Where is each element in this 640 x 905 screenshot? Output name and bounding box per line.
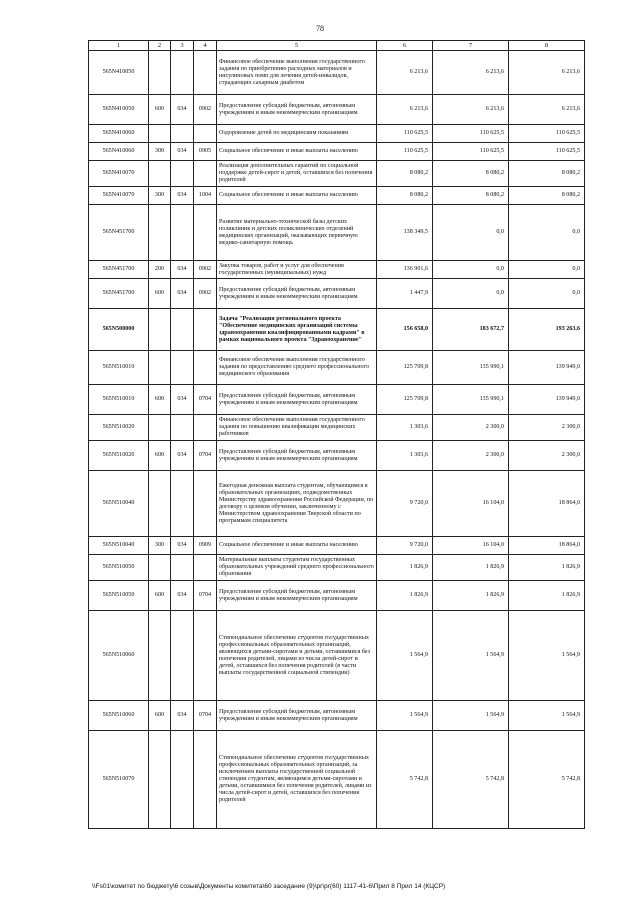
row-type-cell	[194, 555, 217, 581]
row-name-cell: Социальное обеспечение и иные выплаты населению	[217, 143, 377, 161]
row-amount-year2-cell: 2 300,0	[433, 441, 509, 471]
table-row	[89, 385, 585, 415]
table-row	[89, 309, 585, 351]
table-row	[89, 701, 585, 731]
table-row	[89, 351, 585, 385]
row-section-cell: 034	[171, 261, 194, 279]
column-header: 4	[194, 41, 217, 51]
row-section-cell: 034	[171, 581, 194, 611]
row-amount-year3-cell: 110 625,5	[509, 125, 585, 143]
row-code-cell: 565N510040	[89, 471, 149, 537]
row-amount-year1-cell: 110 625,5	[377, 143, 433, 161]
row-ved-cell	[149, 51, 171, 95]
table-row	[89, 471, 585, 537]
row-section-cell	[171, 731, 194, 829]
budget-table	[88, 40, 585, 829]
row-section-cell	[171, 471, 194, 537]
row-name-cell: Предоставление субсидий бюджетным, автономным учреждениям и иным некоммерческим организациям	[217, 701, 377, 731]
row-ved-cell: 300	[149, 187, 171, 205]
row-amount-year3-cell: 1 826,9	[509, 555, 585, 581]
row-type-cell	[194, 205, 217, 261]
column-header: 1	[89, 41, 149, 51]
table-row	[89, 51, 585, 95]
table-row	[89, 611, 585, 701]
row-name-cell: Финансовое обеспечение выполнения государственного задания по повышению квалификации медицинских работников	[217, 415, 377, 441]
row-name-cell: Предоставление субсидий бюджетным, автономным учреждениям и иным некоммерческим организациям	[217, 95, 377, 125]
row-section-cell: 034	[171, 441, 194, 471]
row-amount-year3-cell: 0,0	[509, 279, 585, 309]
row-type-cell	[194, 161, 217, 187]
row-amount-year1-cell: 6 213,6	[377, 95, 433, 125]
row-amount-year3-cell: 139 949,0	[509, 351, 585, 385]
row-amount-year1-cell: 1 447,9	[377, 279, 433, 309]
row-name-cell: Развитие материально-технической базы детских поликлиник и детских поликлинических отделений медицинских организаций, оказывающих первичную медико-санитарную помощь	[217, 205, 377, 261]
row-code-cell: 565N510050	[89, 555, 149, 581]
row-amount-year3-cell: 1 564,9	[509, 701, 585, 731]
row-ved-cell: 300	[149, 143, 171, 161]
row-amount-year2-cell: 6 213,6	[433, 51, 509, 95]
column-header: 7	[433, 41, 509, 51]
row-amount-year3-cell: 110 625,5	[509, 143, 585, 161]
row-amount-year2-cell: 1 564,9	[433, 611, 509, 701]
row-amount-year3-cell: 1 564,9	[509, 611, 585, 701]
row-amount-year1-cell: 9 720,0	[377, 471, 433, 537]
row-type-cell	[194, 731, 217, 829]
row-type-cell: 0902	[194, 279, 217, 309]
row-name-cell: Социальное обеспечение и иные выплаты населению	[217, 187, 377, 205]
row-type-cell: 0902	[194, 95, 217, 125]
row-name-cell: Финансовое обеспечение выполнения государственного задания по приобретению расходных материалов и инсулиновых помп для лечения детей-инвалидов, страдающих сахарным диабетом	[217, 51, 377, 95]
row-name-cell: Закупка товаров, работ и услуг для обеспечения государственных (муниципальных) нужд	[217, 261, 377, 279]
row-amount-year2-cell: 135 990,1	[433, 385, 509, 415]
row-amount-year3-cell: 193 263,6	[509, 309, 585, 351]
column-header: 6	[377, 41, 433, 51]
row-type-cell: 0704	[194, 385, 217, 415]
row-amount-year1-cell: 1 826,9	[377, 555, 433, 581]
row-code-cell: 565N410050	[89, 51, 149, 95]
row-amount-year1-cell: 138 349,5	[377, 205, 433, 261]
column-header: 3	[171, 41, 194, 51]
row-ved-cell	[149, 309, 171, 351]
row-type-cell: 0905	[194, 143, 217, 161]
row-section-cell: 034	[171, 187, 194, 205]
table-row	[89, 581, 585, 611]
row-amount-year2-cell: 0,0	[433, 279, 509, 309]
row-code-cell: 565N451700	[89, 261, 149, 279]
table-row	[89, 143, 585, 161]
row-amount-year3-cell: 6 213,6	[509, 51, 585, 95]
row-section-cell: 034	[171, 537, 194, 555]
row-amount-year1-cell: 136 901,6	[377, 261, 433, 279]
row-name-cell: Социальное обеспечение и иные выплаты населению	[217, 537, 377, 555]
row-amount-year2-cell: 5 742,8	[433, 731, 509, 829]
row-section-cell	[171, 611, 194, 701]
row-type-cell	[194, 51, 217, 95]
row-type-cell: 0704	[194, 441, 217, 471]
row-amount-year2-cell: 110 625,5	[433, 143, 509, 161]
row-ved-cell: 200	[149, 261, 171, 279]
row-ved-cell	[149, 161, 171, 187]
row-amount-year3-cell: 18 864,0	[509, 537, 585, 555]
table-row	[89, 161, 585, 187]
row-section-cell: 034	[171, 143, 194, 161]
row-ved-cell: 300	[149, 537, 171, 555]
row-code-cell: 565N410060	[89, 143, 149, 161]
row-amount-year1-cell: 8 080,2	[377, 161, 433, 187]
row-amount-year3-cell: 2 300,0	[509, 415, 585, 441]
row-name-cell: Оздоровление детей по медицинским показаниям	[217, 125, 377, 143]
row-amount-year1-cell: 8 080,2	[377, 187, 433, 205]
row-code-cell: 565N410070	[89, 187, 149, 205]
table-header-row	[89, 41, 585, 51]
row-amount-year1-cell: 6 213,6	[377, 51, 433, 95]
row-amount-year1-cell: 110 625,5	[377, 125, 433, 143]
row-section-cell: 034	[171, 701, 194, 731]
row-amount-year2-cell: 0,0	[433, 261, 509, 279]
row-section-cell: 034	[171, 385, 194, 415]
row-code-cell: 565N410060	[89, 125, 149, 143]
table-row	[89, 205, 585, 261]
row-amount-year2-cell: 1 826,9	[433, 581, 509, 611]
table-row	[89, 441, 585, 471]
row-type-cell	[194, 309, 217, 351]
row-name-cell: Предоставление субсидий бюджетным, автономным учреждениям и иным некоммерческим организациям	[217, 441, 377, 471]
row-code-cell: 565N410070	[89, 161, 149, 187]
row-amount-year3-cell: 18 864,0	[509, 471, 585, 537]
row-name-cell: Ежегодная денежная выплата студентам, обучающимся в образовательных организациях, подведомственных Министерству здравоохранения Российской Федерации, по договору о целевом обучении, заключенному с Министерством здравоохранения Тверской области по программам специалитета	[217, 471, 377, 537]
row-name-cell: Материальные выплаты студентам государственных образовательных учреждений среднего профессионального образования	[217, 555, 377, 581]
row-code-cell: 565N510010	[89, 385, 149, 415]
row-section-cell	[171, 205, 194, 261]
row-amount-year2-cell: 110 625,5	[433, 125, 509, 143]
row-amount-year3-cell: 5 742,8	[509, 731, 585, 829]
table-row	[89, 279, 585, 309]
row-ved-cell	[149, 611, 171, 701]
row-ved-cell	[149, 351, 171, 385]
column-header: 2	[149, 41, 171, 51]
row-amount-year3-cell: 139 949,0	[509, 385, 585, 415]
row-amount-year1-cell: 1 826,9	[377, 581, 433, 611]
row-ved-cell: 600	[149, 701, 171, 731]
row-name-cell: Стипендиальное обеспечение студентов государственных профессиональных образовательных организаций, являющихся детьми-сиротами и детьми, оставшимися без попечения родителей, лицами из числа детей-сирот и детей, оставшихся без попечения родителей (в части выплаты государственной социальной стипендии)	[217, 611, 377, 701]
row-type-cell: 0902	[194, 261, 217, 279]
row-amount-year3-cell: 1 826,9	[509, 581, 585, 611]
row-type-cell	[194, 351, 217, 385]
row-amount-year2-cell: 1 564,9	[433, 701, 509, 731]
column-header: 5	[217, 41, 377, 51]
row-amount-year1-cell: 1 303,6	[377, 415, 433, 441]
row-amount-year2-cell: 16 104,0	[433, 471, 509, 537]
table-row	[89, 537, 585, 555]
row-code-cell: 565N510050	[89, 581, 149, 611]
row-amount-year2-cell: 8 080,2	[433, 187, 509, 205]
row-name-cell: Задача "Реализация регионального проекта "Обеспечение медицинских организаций системы здравоохранения квалифицированными кадрами" в рамках национального проекта "Здравоохранение"	[217, 309, 377, 351]
table-row	[89, 731, 585, 829]
row-code-cell: 565N500000	[89, 309, 149, 351]
row-ved-cell	[149, 125, 171, 143]
row-type-cell: 0704	[194, 581, 217, 611]
row-amount-year2-cell: 135 990,1	[433, 351, 509, 385]
row-code-cell: 565N510060	[89, 611, 149, 701]
row-code-cell: 565N451700	[89, 279, 149, 309]
row-amount-year2-cell: 2 300,0	[433, 415, 509, 441]
row-amount-year1-cell: 5 742,8	[377, 731, 433, 829]
row-amount-year3-cell: 6 213,6	[509, 95, 585, 125]
row-ved-cell: 600	[149, 581, 171, 611]
table-row	[89, 95, 585, 125]
row-code-cell: 565N510010	[89, 351, 149, 385]
row-section-cell	[171, 125, 194, 143]
row-name-cell: Финансовое обеспечение выполнения государственного задания по предоставлению среднего профессионального медицинского образования	[217, 351, 377, 385]
row-section-cell: 034	[171, 279, 194, 309]
row-section-cell	[171, 161, 194, 187]
row-code-cell: 565N451700	[89, 205, 149, 261]
row-code-cell: 565N410050	[89, 95, 149, 125]
row-ved-cell	[149, 555, 171, 581]
row-amount-year1-cell: 9 720,0	[377, 537, 433, 555]
row-name-cell: Стипендиальное обеспечение студентов государственных профессиональных образовательных организаций, за исключением выплаты государственной социальной стипендии студентам, являющимся детьми-сиротами и детьми, оставшимися без попечения родителей, лицами из числа детей-сирот и детей, оставшихся без попечения родителей	[217, 731, 377, 829]
row-amount-year1-cell: 1 564,9	[377, 701, 433, 731]
row-type-cell: 0704	[194, 701, 217, 731]
row-amount-year1-cell: 125 709,8	[377, 351, 433, 385]
row-ved-cell	[149, 415, 171, 441]
row-amount-year1-cell: 1 303,6	[377, 441, 433, 471]
row-name-cell: Предоставление субсидий бюджетным, автономным учреждениям и иным некоммерческим организациям	[217, 385, 377, 415]
column-header: 8	[509, 41, 585, 51]
row-amount-year2-cell: 0,0	[433, 205, 509, 261]
row-amount-year2-cell: 1 826,9	[433, 555, 509, 581]
table-row	[89, 555, 585, 581]
row-ved-cell: 600	[149, 95, 171, 125]
row-section-cell	[171, 555, 194, 581]
table-row	[89, 261, 585, 279]
page-number: 78	[316, 24, 324, 33]
row-amount-year3-cell: 8 080,2	[509, 161, 585, 187]
row-type-cell: 1004	[194, 187, 217, 205]
row-amount-year2-cell: 8 080,2	[433, 161, 509, 187]
row-ved-cell: 600	[149, 385, 171, 415]
row-code-cell: 565N510060	[89, 701, 149, 731]
row-section-cell	[171, 351, 194, 385]
table-row	[89, 187, 585, 205]
row-amount-year2-cell: 183 672,7	[433, 309, 509, 351]
row-amount-year1-cell: 1 564,9	[377, 611, 433, 701]
row-amount-year2-cell: 16 104,0	[433, 537, 509, 555]
file-path-footer: \\Fs01\комитет по бюджету\6 созыв\Документы комитета\60 заседание (9)\pr\pr(60) 1117-41-6\Прил 8 Прил 14 (КЦСР)	[92, 883, 446, 890]
table-row	[89, 415, 585, 441]
row-amount-year1-cell: 125 709,8	[377, 385, 433, 415]
row-amount-year3-cell: 8 080,2	[509, 187, 585, 205]
row-name-cell: Реализация дополнительных гарантий по социальной поддержке детей-сирот и детей, оставшихся без попечения родителей	[217, 161, 377, 187]
row-code-cell: 565N510070	[89, 731, 149, 829]
row-amount-year1-cell: 156 658,0	[377, 309, 433, 351]
row-type-cell	[194, 415, 217, 441]
row-section-cell: 034	[171, 95, 194, 125]
row-section-cell	[171, 415, 194, 441]
table-row	[89, 125, 585, 143]
row-ved-cell: 600	[149, 441, 171, 471]
row-ved-cell	[149, 471, 171, 537]
row-type-cell	[194, 125, 217, 143]
row-amount-year3-cell: 0,0	[509, 205, 585, 261]
row-amount-year2-cell: 6 213,6	[433, 95, 509, 125]
row-ved-cell	[149, 205, 171, 261]
row-amount-year3-cell: 0,0	[509, 261, 585, 279]
row-ved-cell: 600	[149, 279, 171, 309]
row-type-cell	[194, 611, 217, 701]
row-name-cell: Предоставление субсидий бюджетным, автономным учреждениям и иным некоммерческим организациям	[217, 279, 377, 309]
row-type-cell: 0909	[194, 537, 217, 555]
row-name-cell: Предоставление субсидий бюджетным, автономным учреждениям и иным некоммерческим организациям	[217, 581, 377, 611]
row-section-cell	[171, 309, 194, 351]
row-code-cell: 565N510020	[89, 441, 149, 471]
row-section-cell	[171, 51, 194, 95]
row-type-cell	[194, 471, 217, 537]
row-code-cell: 565N510040	[89, 537, 149, 555]
row-code-cell: 565N510020	[89, 415, 149, 441]
row-amount-year3-cell: 2 300,0	[509, 441, 585, 471]
row-ved-cell	[149, 731, 171, 829]
